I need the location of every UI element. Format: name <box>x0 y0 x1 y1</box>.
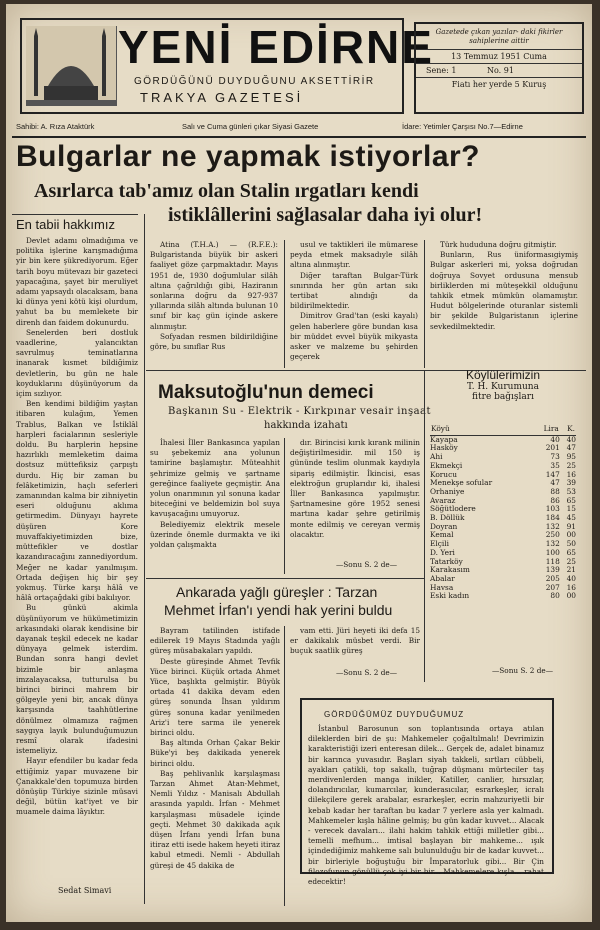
koyluler-heading <box>428 368 578 402</box>
fitre-table <box>430 424 576 601</box>
lira-cell: 201 <box>545 443 560 453</box>
maksutoglu-subtitle: Başkanın Su - Elektrik - Kırkpınar vesair inşaat <box>168 406 432 417</box>
top-rule <box>12 136 586 138</box>
kurus-cell: 25 <box>566 556 576 566</box>
editorial-paragraph: Devlet adamı olmadığıma ve politika işlerine karışmadığıma yir bin kere şükrediyorum. Eğer tarih boyu mütevazı bir gazeteci yapacağına, şayet bir meruliyet adamı yapsaydı olacaksam, bana ki dünya yeni kötü kişi olurdum, yahut ba bu memlekete bir direnh dan faidem dokunurdu. <box>16 236 138 327</box>
kurus-cell: 40 <box>566 434 576 444</box>
editorial-paragraph: Hayır efendiler bu kadar feda ettiğimiz yapar muvazene bir Çanakkale'den topumuza birden dönüşüp Türkiye sizinle müsavi değil, bütün kat'iyet ve bir muamele daima lâyıktır. <box>16 756 138 817</box>
koy-cell: Tatarköy <box>430 556 463 566</box>
lira-cell: 40 <box>550 434 560 444</box>
koy-cell: Kayapa <box>430 434 458 444</box>
bulgar-paragraph: Dimitrov Grad'tan (eski kayalı) gelen haberlere göre bundan kısa bir müddet evvel büyük mikyasta asker ve malzeme bu şehirden geçerek <box>290 311 418 362</box>
logo-frame <box>20 18 434 114</box>
koy-cell: Menekşe sofular <box>430 478 493 488</box>
maksutoglu-continued: —Sonu S. 2 de— <box>336 560 398 569</box>
kurus-cell: 45 <box>566 513 576 523</box>
newspaper-page <box>6 4 592 922</box>
lira-cell: 132 <box>545 539 560 549</box>
koy-cell: Korucu <box>430 469 457 479</box>
maksutoglu-paragraph: dır. Birincisi kırık kırank milinin değiştirilmesidir. mil 150 iş gününde teslim olunmak kaydıyla sipariş edilmiştir. İkincisi, esas elektroğun gruplarıdır ki, ihalesi İller Bankasınca yapılmıştır. Şartnamesine göre 1952 senesi martına kadar şehre getirilmiş monte edilmiş ve cereyan vermiş olacaktır. <box>290 438 420 539</box>
kurus-cell: 16 <box>566 582 576 592</box>
kurus-cell: 50 <box>566 539 576 549</box>
bulgar-col-1 <box>150 240 278 364</box>
sub-headline-2: istiklâllerini sağlasalar daha iyi olur! <box>168 204 483 226</box>
koy-cell: Orhaniye <box>430 486 465 496</box>
ankara-continued: —Sonu S. 2 de— <box>336 668 398 677</box>
bulgar-paragraph: usul ve taktikleri ile mümarese peyda etmek maksadıyle silâh altına alınmıştır. <box>290 240 418 270</box>
motto: Gazetede çıkan yazılar- daki fikirler sahiplerine aittir <box>416 24 582 50</box>
lira-cell: 80 <box>550 591 560 601</box>
ankara-paragraph: vam etti. Jüri heyeti iki defa 15 er dakikalık müsbet verdi. Bir buçuk saatlik güreş <box>290 626 420 656</box>
kurus-cell: 15 <box>566 504 576 514</box>
koy-cell: Eski kadın <box>430 591 470 601</box>
lira-cell: 207 <box>545 582 560 592</box>
editorial-paragraph: Bu günkü akimla düşünüyorum ve hükümetimizin arkasındaki olarak kendisine bir dayanak teşkil edecek ne kadar dünyaya gelmek isterdim. Bundan sonra hangi devlet bizimle bir anlaşma imzalayacaksa, tutturulsa bu birinci birinci mahrem bir gölgeyle yeni bir, ancak dünya karşısında taahhütlerine dönülmez olmamıza rağmen saygıya layık bulunduğumuzun resmî olarak ifadesini istemeliyiz. <box>16 603 138 756</box>
newspaper-subtitle-2: TRAKYA GAZETESİ <box>140 90 304 105</box>
koyluler-continued: —Sonu S. 2 de— <box>492 666 554 675</box>
koy-cell: Kemal <box>430 530 454 540</box>
koy-cell: Avaraz <box>430 495 456 505</box>
column-divider <box>284 438 285 574</box>
maksutoglu-paragraph: İhalesi İller Bankasınca yapılan su şebekemiz ana yolunun tamirine başlamıştır. Müteahhit şehrimize gelmiş ve şartname gereğince faaliyete geçmiştir. Ana yolun onarımının yıl sonuna kadar biteceğini ve beldemizin bol suya kavuşacağını umuyoruz. <box>150 438 280 519</box>
kurus-cell: 65 <box>566 547 576 557</box>
koy-cell: Hasköy <box>430 443 458 453</box>
bulgar-col-3 <box>430 240 578 364</box>
bulgar-paragraph: Türk hududuna doğru gitmiştir. <box>440 240 557 249</box>
ankara-col-2 <box>290 626 420 666</box>
maksutoglu-paragraph: Belediyemiz elektrik mesele üzerinde önemle durmakta ve iki yoldan çalışmakta <box>150 519 280 550</box>
newspaper-title: YENİ EDİRNE <box>118 21 434 73</box>
ankara-title-2: Mehmet İrfan'ı yendi hak yerini buldu <box>164 602 393 618</box>
editorial-signature: Sedat Simavi <box>58 886 112 895</box>
lira-cell: 86 <box>550 495 560 505</box>
ankara-title-1: Ankarada yağlı güreşler : Tarzan <box>176 584 378 600</box>
col-header-kurus: K. <box>560 424 576 435</box>
bulgar-paragraph: Sofyadan resmen bildirildiğine göre, bu sınıflar Rus <box>150 331 278 352</box>
editorial-paragraph: Ben kendimi bildiğim yaştan itibaren kulağım, Yemen Trablus, Balkan ve İstiklâl harpleri facialarının sesleriyle doldu. Bu harplerin hepsine hazırlıklı memleketim daima dostsuz müttefiksiz çarpıştı durdu. Hiç bir zaman bu felâketimizin, haçlı seferleri zamanından kalma bir zihniyetin eseri olduğunu aklıma getirmedim. Dünyayı hayrete düşüren Kore muvaffakiyetimizden bize, müttefikler ve dostlar kazandıracağını zannediyordum. Meğer ne kadar yanılmışım. Ortada değişen hiç bir şey yokmuş. Türke karşı hâlâ ve hâlâ ortaçağdaki gibi bakılıyor. <box>16 399 138 603</box>
issue-info-box <box>414 22 584 114</box>
koy-cell: Elçili <box>430 539 449 549</box>
lira-cell: 139 <box>545 565 560 575</box>
koyluler-title: Köylülerimizin <box>465 368 541 382</box>
ankara-col-1 <box>150 626 280 906</box>
lira-cell: 88 <box>550 486 560 496</box>
ankara-paragraph: Baş pehlivanlık karşılaşması Tarzan Ahmet Atan-Mehmet, Nemli Yıldız - Manisalı Abdullah arasında yapıldı. İrfan - Mehmet karşılaşması müsadele içinde geçti. Mehmet 30 dakikada açık düşen İrfanı yendi İrfan buna itiraz etti isede hakem heyeti itiraz kabul etmedi. Nemli - Abdullah güreşi de 45 dakika de <box>150 768 280 870</box>
bulgar-paragraph: Atina (T.H.A.) — (R.F.E.): Bulgaristanda büyük bir askeri faaliyet göze çarpmaktadır. Mayıs 1951 de, 1930 doğumlular silâh altına çağrıldığı gibi, Haziranın sonlarına doğru da 927-937 yıllarında silâh altında bulunan 10 sınıf bir kaç gün içinde askere alınmıştır. <box>150 240 278 331</box>
issue-date: 13 Temmuz 1951 Cuma <box>416 50 582 64</box>
koyluler-subtitle-2: fitre bağışları <box>472 392 534 402</box>
kurus-cell: 00 <box>566 530 576 540</box>
gordugumuz-text: İstanbul Barosunun son toplantısında ortaya atılan dileklerden biri de şu: Mahkemeler çoğaltılmalı! Devrimizin karakteristiği izeri enteresan dilek... Gerçek de, adalet binamız bir karınca yuvasıdır. Başları siyah takkeli, sırtları cübbeli, ayakları çatikli, top sakallı, tuğrap düşmanı mürteciler taş merdivenlerden manga inikler, Katiller, canlier, hırsızlar, dolandırıcılar, kumarcılar, kunderasıcılar, esrarkeşler, icralı dilekçilere gerek arabalar, esrarkeşler, ecrin mahzuriyetli bir kebab kadar her taraftan bu kadar 7 yerlere asla yer kalmadı. Mahkemeler kışla hâline gelmiş; bu gün kadar kuvvet... Alacak - verecek davaları... ilahi hakim tahkik ettiği milletler gibi... temelli mefhum... imtisal başlayan bir mahkeme... ışık içindediğimiz mahkeme salı bulunulduğu bir de kadar kuvvet... bir birleriyle boğuştuğu bir İmparatorluk gibi... Bir Çin filozofunun gönüllü çok iyi bir bir... Mahkemelere kışla... rahat edecektir! <box>308 724 544 887</box>
kurus-cell: 47 <box>566 443 576 453</box>
maksutoglu-col-2 <box>290 438 420 558</box>
issue-volume: Sene: 1 <box>426 66 457 75</box>
koy-cell: D. Yeri <box>430 547 455 557</box>
column-divider <box>424 370 425 682</box>
lira-cell: 250 <box>545 530 560 540</box>
lira-cell: 132 <box>545 521 560 531</box>
gordugumuz-body <box>308 724 544 887</box>
lira-cell: 100 <box>545 547 560 557</box>
kurus-cell: 16 <box>566 469 576 479</box>
koy-cell: Havsa <box>430 582 454 592</box>
col-header-lira: Lira <box>532 424 560 435</box>
editorial-body <box>16 236 138 884</box>
kurus-cell: 65 <box>566 495 576 505</box>
koy-cell: B. Döllük <box>430 513 465 523</box>
fitre-table-body <box>430 435 576 601</box>
ankara-paragraph: Bayram tatilinden istifade edilerek 19 Mayıs Stadında yağlı güreş müsabakaları yapıldı. <box>150 626 280 656</box>
koy-cell: Karakasım <box>430 565 470 575</box>
maksutoglu-col-1 <box>150 438 280 574</box>
address-text: İdare: Yetimler Çarşısı No.7—Edirne <box>402 122 523 131</box>
issue-price: Fiatı her yerde 5 Kuruş <box>451 80 547 89</box>
kurus-cell: 39 <box>566 478 576 488</box>
kurus-cell: 40 <box>566 573 576 583</box>
sub-headline-1: Asırlarca tab'amız olan Stalin ırgatları kendi <box>34 180 419 202</box>
table-row <box>430 592 576 601</box>
table-header-row <box>430 424 576 435</box>
koy-cell: Ahi <box>430 452 443 462</box>
bulgar-paragraph: Bunların, Rus üniformasıgiymiş Bulgar askerleri mi, yoksa doğrudan doğruya Sovyet ordusuna mensub birliklerden mi müteşekkil olduğunu tahkik etmek mümkün olamamıştır. Hudut bölgelerinde oturanlar sistemli bir şekilde Bulgaristanın içlerine sevkedilmektedir. <box>430 250 578 331</box>
editorial-paragraph: Senelerden beri dostluk vaadlerine, yalancıktan savrulmuş teminatlarına inanarak kısmet bildiğimiz devletlerin, bu gün ne hale koyduklarını düşünüyorum da içim sızlıyor. <box>16 327 138 399</box>
koy-cell: Doyran <box>430 521 458 531</box>
lira-cell: 103 <box>545 504 560 514</box>
koyluler-subtitle: T. H. Kurumuna <box>467 382 539 392</box>
maksutoglu-title: Maksutoğlu'nun demeci <box>158 382 374 403</box>
editorial-title: En tabii hakkımız <box>16 217 115 232</box>
bulgar-col-2 <box>290 240 418 364</box>
koy-cell: Ekmekçi <box>430 460 463 470</box>
lira-cell: 47 <box>550 478 560 488</box>
kurus-cell: 21 <box>566 565 576 575</box>
kurus-cell: 91 <box>566 521 576 531</box>
lira-cell: 73 <box>550 452 560 462</box>
col-header-koy: Köyü <box>430 424 532 435</box>
lira-cell: 118 <box>545 556 560 566</box>
column-divider <box>284 240 285 368</box>
column-divider <box>284 626 285 906</box>
kurus-cell: 25 <box>566 460 576 470</box>
bulgar-paragraph: Diğer taraftan Bulgar-Türk sınırında her gün artan sıkı tertibat alındığı da bildirilmektedir. <box>290 270 418 311</box>
frequency-text: Salı ve Cuma günleri çıkar Siyasi Gazete <box>182 122 319 131</box>
lira-cell: 35 <box>550 460 560 470</box>
mosque-skyline-icon <box>26 26 117 106</box>
lira-cell: 147 <box>545 469 560 479</box>
gordugumuz-title: GÖRDÜĞÜMÜZ DUYDUĞUMUZ <box>324 710 465 719</box>
editorial-rule <box>12 214 138 215</box>
masthead <box>14 10 580 110</box>
column-divider <box>424 240 425 368</box>
owner-text: Sahibi: A. Rıza Ataktürk <box>16 122 95 131</box>
issue-numbers <box>416 64 582 78</box>
ankara-paragraph: Deste güreşinde Ahmet Tevfik Yüce birinci. Küçük ortada Ahmet Yüce, başlıkta gelmiştir. Büyük ortada 41 dakika devam eden güreş sonunda İhsan yıldırım güreş sonuna kadar yenilmeden Ariz'i tere sarma ile yenerek birinci oldu. <box>150 656 280 738</box>
lira-cell: 205 <box>545 573 560 583</box>
koy-cell: Söğütlodere <box>430 504 476 514</box>
koy-cell: Abalar <box>430 573 455 583</box>
main-headline: Bulgarlar ne yapmak istiyorlar? <box>16 140 481 173</box>
kurus-cell: 00 <box>566 591 576 601</box>
kurus-cell: 95 <box>566 452 576 462</box>
lira-cell: 184 <box>545 513 560 523</box>
newspaper-subtitle: GÖRDÜĞÜNÜ DUYDUĞUNU AKSETTİRİR <box>134 76 375 87</box>
issue-number: No. 91 <box>486 66 514 75</box>
maksutoglu-subtitle-2: hakkında izahatı <box>264 420 348 431</box>
section-rule <box>146 578 424 579</box>
column-divider <box>144 214 145 904</box>
ankara-paragraph: Baş altında Orhan Çakar Bekir Büke'yi beş dakikada yenerek birinci oldu. <box>150 738 280 768</box>
kurus-cell: 53 <box>566 486 576 496</box>
